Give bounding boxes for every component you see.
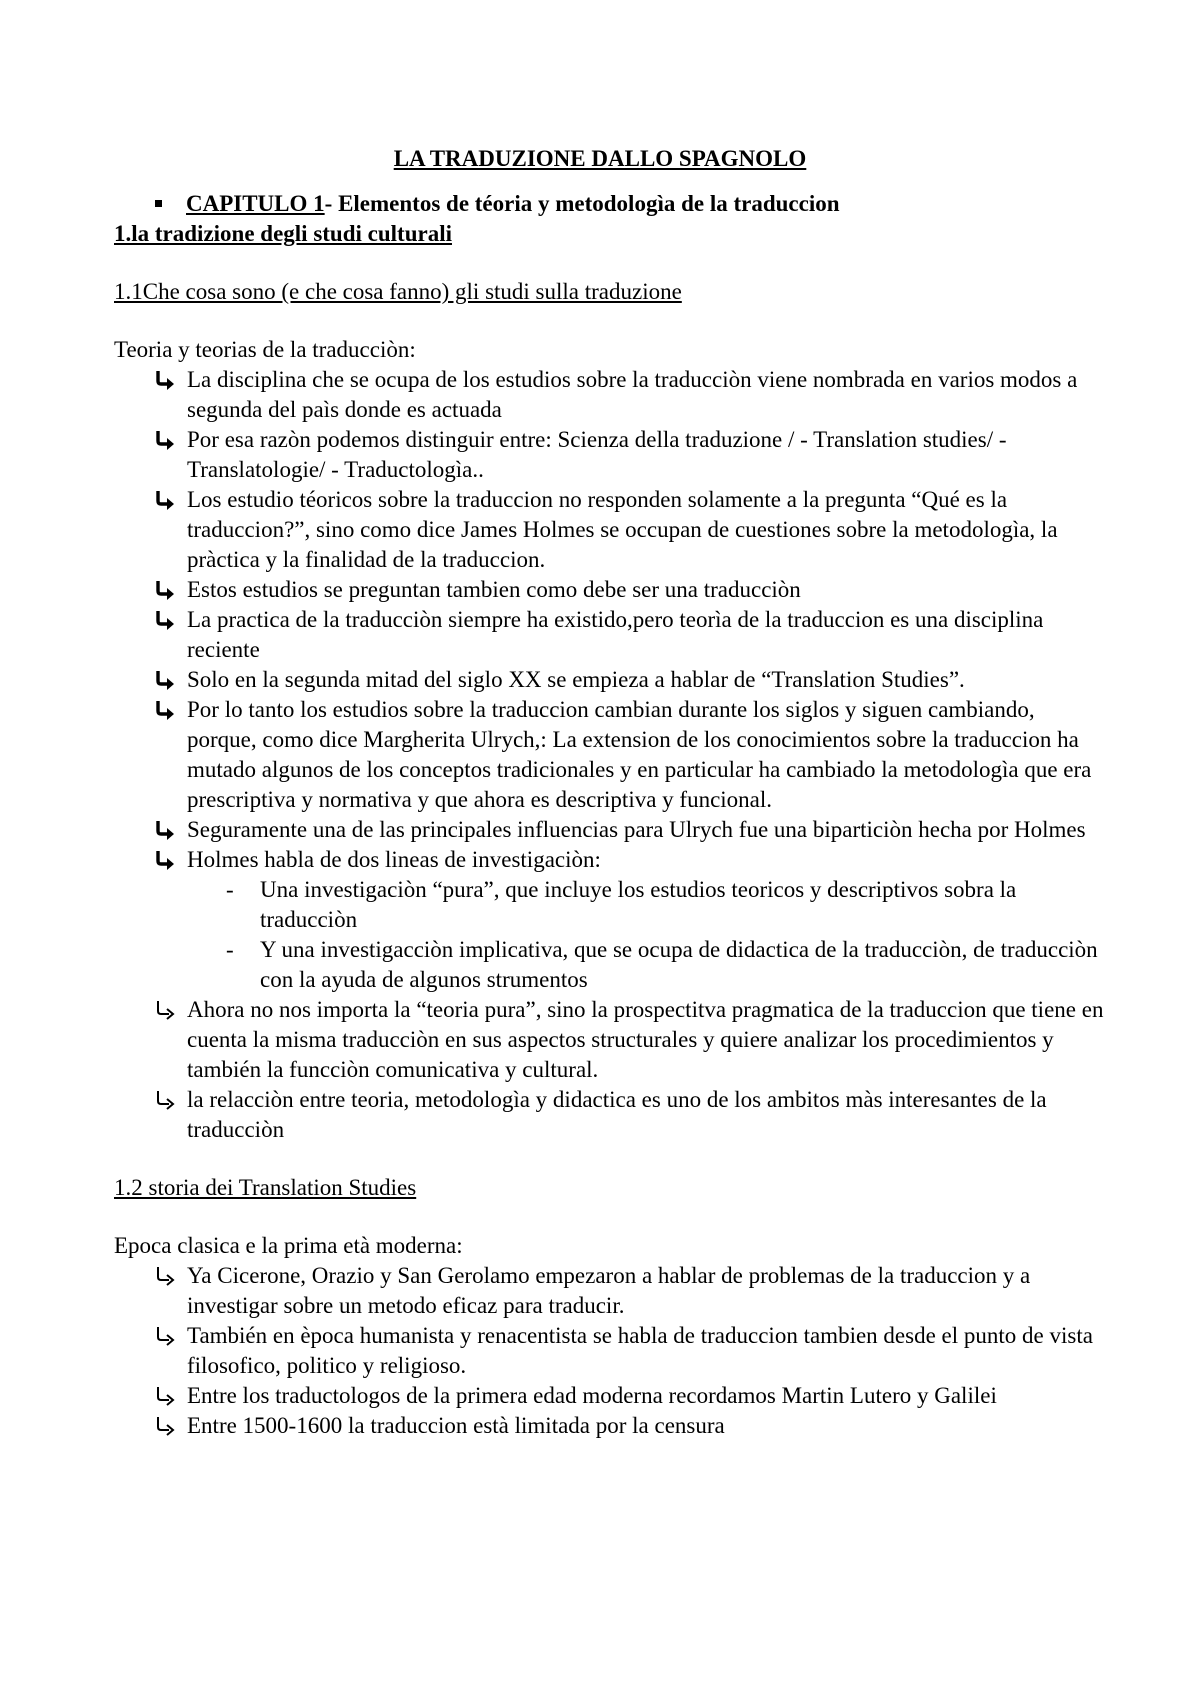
curved-arrow-icon: [154, 1265, 176, 1287]
curved-arrow-icon: [154, 849, 176, 871]
list-item: También en època humanista y renacentista se habla de traduccion tambien desde el punto de vista filosofico, politico y religioso.: [114, 1321, 1104, 1381]
curved-arrow-icon: [154, 999, 176, 1021]
list-item: Ya Cicerone, Orazio y San Gerolamo empezaron a hablar de problemas de la traduccion y a investigar sobre un metodo eficaz para traducir.: [114, 1261, 1104, 1321]
curved-arrow-icon: [154, 579, 176, 601]
chapter-title: - Elementos de téoria y metodologìa de la traduccion: [324, 191, 840, 216]
sub-bullet-list: [114, 875, 1104, 995]
subsection-heading-1-2: 1.2 storia dei Translation Studies: [114, 1175, 417, 1200]
curved-arrow-icon: [154, 699, 176, 721]
subsection-heading-1-1: 1.1Che cosa sono (e che cosa fanno) gli studi sulla traduzione: [114, 279, 682, 304]
chapter-line: [155, 189, 840, 219]
list-item: Holmes habla de dos lineas de investigaciòn:: [114, 845, 1104, 875]
list-item: Estos estudios se preguntan tambien como debe ser una traducciòn: [114, 575, 1104, 605]
bullet-list-1-1: [114, 365, 1104, 875]
list-item: Ahora no nos importa la “teoria pura”, sino la prospectitva pragmatica de la traduccion que tiene en cuenta la misma traducciòn en sus aspectos structurales y quiere analizar los procedimientos y también la funcciòn comunicativa y cultural.: [114, 995, 1104, 1085]
document-body: [114, 219, 1104, 1441]
list-item: - Y una investigacciòn implicativa, que se ocupa de didactica de la traducciòn, de traducciòn con la ayuda de algunos strumentos: [226, 937, 1098, 992]
curved-arrow-icon: [154, 369, 176, 391]
list-item: La practica de la traducciòn siempre ha existido,pero teorìa de la traduccion es una disciplina reciente: [114, 605, 1104, 665]
document-title: LA TRADUZIONE DALLO SPAGNOLO: [393, 146, 807, 171]
curved-arrow-icon: [154, 1385, 176, 1407]
square-bullet-icon: [155, 200, 162, 207]
curved-arrow-icon: [154, 819, 176, 841]
list-item: Por esa razòn podemos distinguir entre: Scienza della traduzione / - Translation studies/ - Translatologie/ - Traductologìa..: [114, 425, 1104, 485]
list-item: Entre los traductologos de la primera edad moderna recordamos Martin Lutero y Galilei: [114, 1381, 1104, 1411]
chapter-label: CAPITULO 1: [186, 191, 325, 216]
list-item: Los estudio téoricos sobre la traduccion no responden solamente a la pregunta “Qué es la traduccion?”, sino como dice James Holmes se occupan de cuestiones sobre la metodologìa, la pràctica y la finalidad de la traduccion.: [114, 485, 1104, 575]
curved-arrow-icon: [154, 429, 176, 451]
curved-arrow-icon: [154, 489, 176, 511]
bullet-list-1-1-after: [114, 995, 1104, 1145]
list-item: La disciplina che se ocupa de los estudios sobre la traducciòn viene nombrada en varios modos a segunda del paìs donde es actuada: [114, 365, 1104, 425]
list-item: la relacciòn entre teoria, metodologìa y didactica es uno de los ambitos màs interesantes de la traducciòn: [114, 1085, 1104, 1145]
dash-bullet-icon: -: [226, 937, 234, 962]
list-item: - Una investigaciòn “pura”, que incluye los estudios teoricos y descriptivos sobra la traducciòn: [226, 877, 1017, 932]
curved-arrow-icon: [154, 1089, 176, 1111]
subsection-intro-1-1: Teoria y teorias de la traducciòn:: [114, 337, 416, 362]
section-heading: 1.la tradizione degli studi culturali: [114, 221, 452, 246]
curved-arrow-icon: [154, 609, 176, 631]
list-item: Seguramente una de las principales influencias para Ulrych fue una biparticiòn hecha por Holmes: [114, 815, 1104, 845]
list-item: Por lo tanto los estudios sobre la traduccion cambian durante los siglos y siguen cambiando, porque, como dice Margherita Ulrych,: La extension de los conocimientos sobre la traduccion ha mutado algunos de los conceptos tradicionales y en particular ha cambiado la metodologìa que era prescriptiva y normativa y que ahora es descriptiva y funcional.: [114, 695, 1104, 815]
dash-bullet-icon: -: [226, 877, 234, 902]
curved-arrow-icon: [154, 669, 176, 691]
bullet-list-1-2: [114, 1261, 1104, 1441]
list-item: Entre 1500-1600 la traduccion està limitada por la censura: [114, 1411, 1104, 1441]
subsection-intro-1-2: Epoca clasica e la prima età moderna:: [114, 1233, 463, 1258]
list-item: Solo en la segunda mitad del siglo XX se empieza a hablar de “Translation Studies”.: [114, 665, 1104, 695]
curved-arrow-icon: [154, 1415, 176, 1437]
curved-arrow-icon: [154, 1325, 176, 1347]
